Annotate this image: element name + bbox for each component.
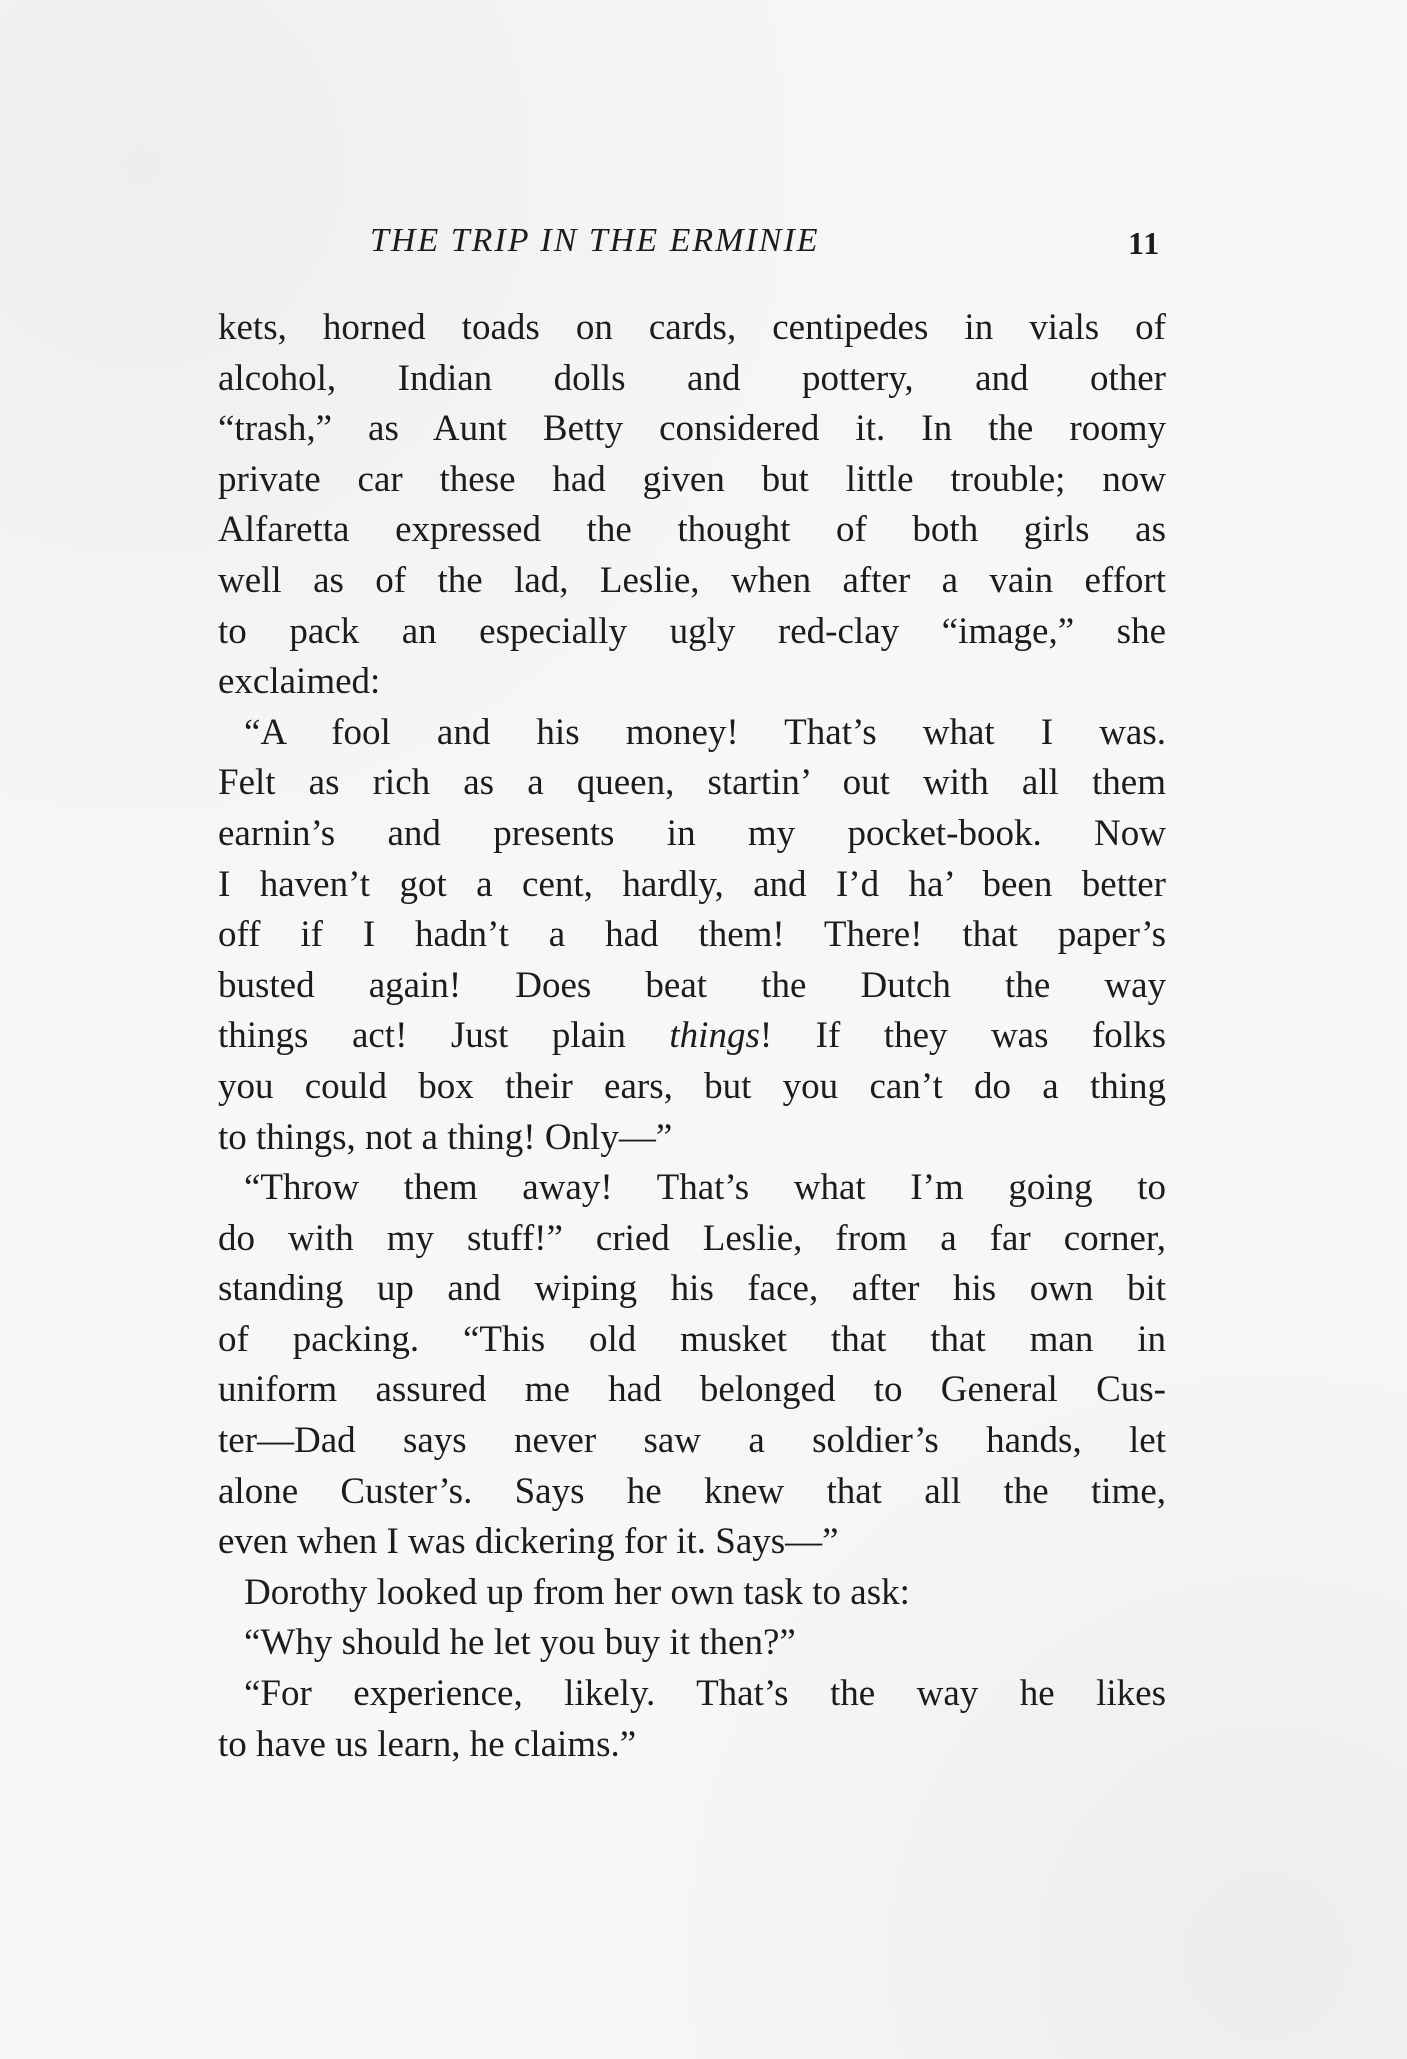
page-number: 11 [1128,225,1161,261]
text-line: Alfaretta expressed the thought of both girls as [218,509,1166,551]
text-line: to have us learn, he claims.” [218,1723,637,1765]
text-line: to things, not a thing! Only—” [218,1116,673,1158]
text-line: earnin’s and presents in my pocket-book. Now [218,812,1166,854]
text-line: alcohol, Indian dolls and pottery, and other [218,357,1166,399]
text-line: kets, horned toads on cards, centipedes in vials of [218,307,1166,348]
text-line: “Throw them away! That’s what I’m going to [244,1167,1166,1209]
text-line-with-italic [218,1011,1166,1062]
text-line: “For experience, likely. That’s the way he likes [244,1673,1166,1715]
text-line: busted again! Does beat the Dutch the way [218,964,1166,1006]
line-segment: things act! Just plain [218,1015,626,1057]
text-line: alone Custer’s. Says he knew that all the time, [218,1470,1166,1512]
text-line: you could box their ears, but you can’t do a thing [218,1065,1166,1107]
text-line: to pack an especially ugly red-clay “image,” she [218,610,1166,652]
body-text [218,303,1166,1770]
text-line: even when I was dickering for it. Says—” [218,1521,839,1563]
text-line: “Why should he let you buy it then?” [244,1622,796,1664]
text-line: exclaimed: [218,661,381,703]
text-line: of packing. “This old musket that that man in [218,1318,1166,1360]
text-line: off if I hadn’t a had them! There! that paper’s [218,914,1166,956]
text-line: I haven’t got a cent, hardly, and I’d ha’ been better [218,863,1166,905]
text-line: “A fool and his money! That’s what I was. [244,711,1166,753]
text-line: standing up and wiping his face, after his own bit [218,1268,1166,1310]
italic-word: things [669,1015,760,1057]
text-line: well as of the lad, Leslie, when after a vain effort [218,559,1166,601]
text-line: do with my stuff!” cried Leslie, from a far corner, [218,1217,1166,1259]
text-line: uniform assured me had belonged to General Cus- [218,1369,1166,1411]
text-line: Dorothy looked up from her own task to ask: [244,1571,910,1613]
running-title: THE TRIP IN THE ERMINIE [370,222,820,259]
text-line: Felt as rich as a queen, startin’ out with all them [218,762,1166,804]
text-line: “trash,” as Aunt Betty considered it. In the roomy [218,408,1166,450]
text-line: ter—Dad says never saw a soldier’s hands, let [218,1420,1166,1462]
line-segment: ! If they was folks [759,1015,1166,1057]
text-line: private car these had given but little trouble; now [218,458,1166,500]
